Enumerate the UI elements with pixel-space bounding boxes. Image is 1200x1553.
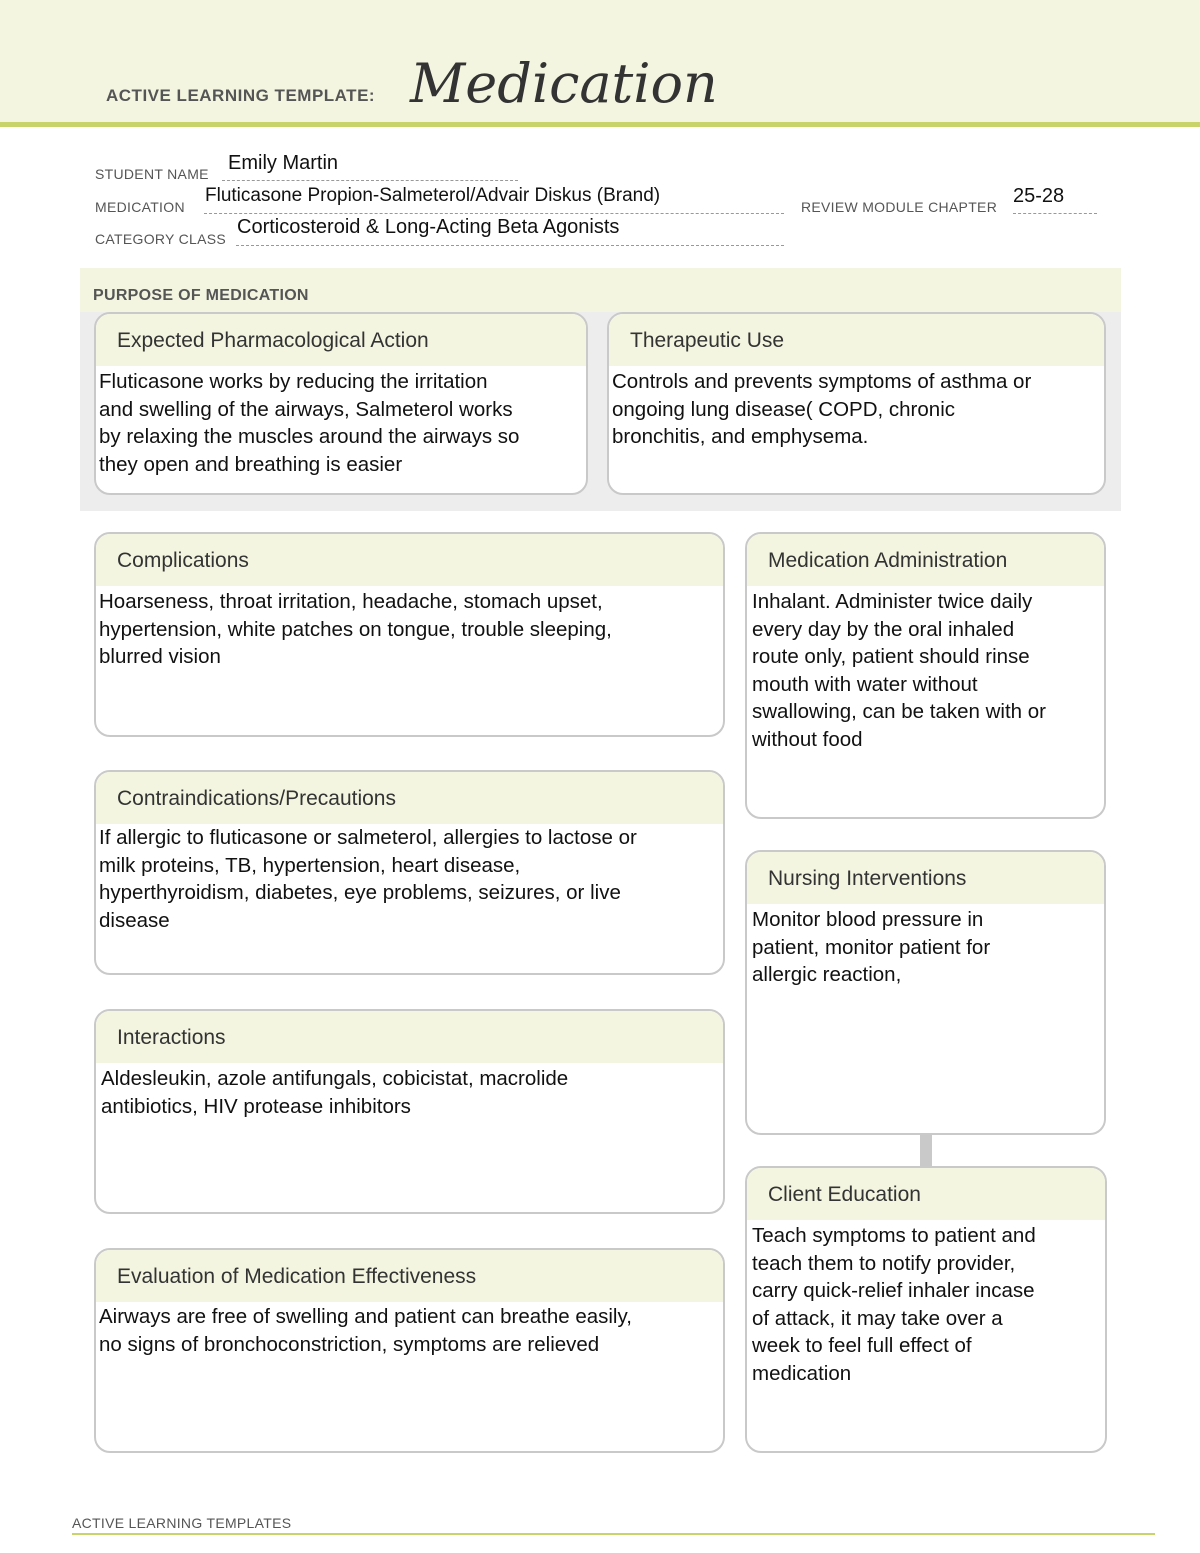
header-divider (0, 122, 1200, 127)
footer-divider (72, 1533, 1155, 1535)
text-line: Controls and prevents symptoms of asthma or (612, 370, 1032, 393)
client-education-text[interactable] (747, 1220, 1105, 1387)
evaluation-text[interactable] (96, 1302, 723, 1358)
category-field[interactable]: Corticosteroid & Long-Acting Beta Agonists (237, 216, 620, 238)
interactions-header (96, 1011, 723, 1063)
complications-header (96, 534, 723, 586)
text-line: antibiotics, HIV protease inhibitors (101, 1094, 411, 1118)
text-line: without food (752, 727, 863, 751)
text-line: Aldesleukin, azole antifungals, cobicistat, macrolide (101, 1067, 569, 1090)
text-line: Hoarseness, throat irritation, headache, stomach upset, (99, 590, 603, 613)
therapeutic-use-header (609, 314, 1104, 366)
expected-action-text[interactable] (96, 366, 586, 478)
administration-text[interactable] (747, 586, 1104, 753)
medication-field[interactable]: Fluticasone Propion-Salmeterol/Advair Diskus (Brand) (205, 185, 661, 206)
text-line: bronchitis, and emphysema. (612, 425, 869, 448)
text-line: milk proteins, TB, hypertension, heart disease, (99, 853, 521, 877)
interactions-box (94, 1009, 725, 1214)
therapeutic-use-title: Therapeutic Use (630, 329, 785, 352)
text-line: Teach symptoms to patient and (752, 1224, 1036, 1247)
administration-title: Medication Administration (768, 549, 1008, 572)
text-line: no signs of bronchoconstriction, symptoms are relieved (99, 1332, 600, 1356)
therapeutic-use-box (607, 312, 1106, 495)
student-name-label: STUDENT NAME (95, 166, 209, 182)
text-line: ongoing lung disease( COPD, chronic (612, 397, 955, 421)
text-line: every day by the oral inhaled (752, 617, 1015, 641)
category-label: CATEGORY CLASS (95, 231, 227, 247)
complications-title: Complications (117, 549, 249, 572)
category-line (236, 245, 784, 246)
purpose-title: PURPOSE OF MEDICATION (93, 287, 309, 304)
medication-line (204, 213, 784, 214)
footer-label: ACTIVE LEARNING TEMPLATES (72, 1515, 292, 1531)
text-line: hyperthyroidism, diabetes, eye problems, seizures, or live (99, 881, 621, 904)
evaluation-title: Evaluation of Medication Effectiveness (117, 1265, 477, 1288)
review-module-line (1013, 213, 1097, 214)
contraindications-title: Contraindications/Precautions (117, 787, 396, 810)
text-line: patient, monitor patient for (752, 935, 991, 959)
evaluation-box (94, 1248, 725, 1453)
box-connector (920, 1133, 932, 1167)
contraindications-header (96, 772, 723, 824)
review-module-field[interactable]: 25-28 (1013, 185, 1065, 207)
client-education-title: Client Education (768, 1183, 921, 1206)
expected-action-title: Expected Pharmacological Action (117, 329, 429, 352)
text-line: and swelling of the airways, Salmeterol works (99, 397, 513, 421)
interactions-title: Interactions (117, 1026, 226, 1049)
text-line: blurred vision (99, 645, 221, 668)
text-line: Inhalant. Administer twice daily (752, 590, 1033, 613)
text-line: swallowing, can be taken with or (752, 700, 1046, 723)
text-line: teach them to notify provider, (752, 1251, 1016, 1275)
text-line: week to feel full effect of (752, 1334, 972, 1357)
review-module-label: REVIEW MODULE CHAPTER (801, 199, 998, 215)
nursing-title: Nursing Interventions (768, 867, 967, 890)
text-line: mouth with water without (752, 672, 978, 696)
client-education-header (747, 1168, 1105, 1220)
contraindications-text[interactable] (96, 824, 723, 934)
administration-box (745, 532, 1106, 819)
text-line: If allergic to fluticasone or salmeterol, allergies to lactose or (99, 826, 637, 849)
text-line: of attack, it may take over a (752, 1306, 1003, 1330)
text-line: Airways are free of swelling and patient can breathe easily, (99, 1305, 632, 1328)
text-line: route only, patient should rinse (752, 645, 1030, 668)
expected-action-box (94, 312, 588, 495)
complications-text[interactable] (96, 586, 723, 671)
text-line: by relaxing the muscles around the airways so (99, 425, 520, 448)
text-line: carry quick-relief inhaler incase (752, 1279, 1035, 1302)
evaluation-header (96, 1250, 723, 1302)
nursing-box (745, 850, 1106, 1135)
contraindications-box (94, 770, 725, 975)
administration-header (747, 534, 1104, 586)
text-line: Monitor blood pressure in (752, 908, 984, 931)
medication-label: MEDICATION (95, 199, 185, 215)
therapeutic-use-text[interactable] (609, 366, 1104, 451)
client-education-box (745, 1166, 1107, 1453)
nursing-text[interactable] (747, 904, 1104, 989)
student-name-field[interactable]: Emily Martin (228, 152, 339, 174)
text-line: hypertension, white patches on tongue, trouble sleeping, (99, 617, 612, 641)
text-line: medication (752, 1361, 852, 1385)
text-line: allergic reaction, (752, 963, 902, 986)
text-line: Fluticasone works by reducing the irritation (99, 370, 488, 393)
interactions-text[interactable] (96, 1063, 723, 1120)
complications-box (94, 532, 725, 737)
text-line: disease (99, 908, 170, 932)
student-name-line (222, 180, 518, 181)
page-title: Medication (410, 52, 718, 115)
expected-action-header (96, 314, 586, 366)
nursing-header (747, 852, 1104, 904)
template-label: ACTIVE LEARNING TEMPLATE: (106, 86, 376, 105)
text-line: they open and breathing is easier (99, 452, 403, 476)
